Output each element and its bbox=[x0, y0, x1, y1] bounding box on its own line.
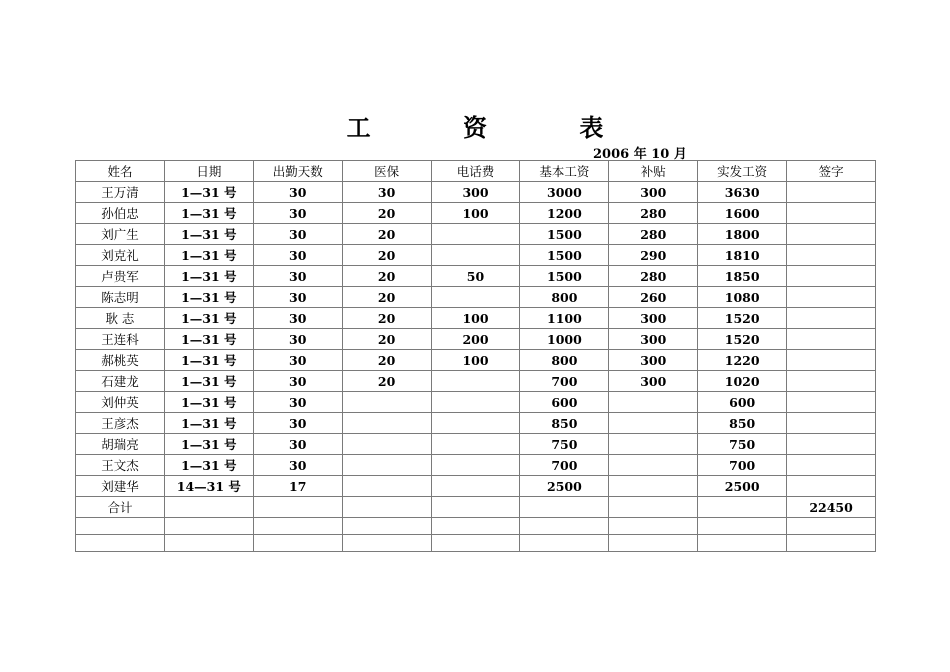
data-cell: 850 bbox=[520, 413, 609, 434]
data-cell: 1—31 号 bbox=[164, 371, 253, 392]
data-cell bbox=[342, 434, 431, 455]
table-row bbox=[76, 371, 876, 392]
data-cell: 1600 bbox=[698, 203, 787, 224]
empty-cell bbox=[253, 518, 342, 535]
data-cell: 20 bbox=[342, 371, 431, 392]
data-cell: 300 bbox=[609, 329, 698, 350]
data-cell: 20 bbox=[342, 329, 431, 350]
page-title: 工 资 表 bbox=[346, 113, 646, 142]
name-cell: 刘建华 bbox=[76, 476, 165, 497]
data-cell: 200 bbox=[431, 329, 520, 350]
empty-cell bbox=[431, 535, 520, 552]
data-cell: 30 bbox=[253, 329, 342, 350]
data-cell: 800 bbox=[520, 287, 609, 308]
name-cell: 石建龙 bbox=[76, 371, 165, 392]
table-row bbox=[76, 224, 876, 245]
data-cell: 1000 bbox=[520, 329, 609, 350]
data-cell: 300 bbox=[609, 308, 698, 329]
data-cell: 30 bbox=[253, 350, 342, 371]
data-cell: 750 bbox=[698, 434, 787, 455]
name-cell: 王文杰 bbox=[76, 455, 165, 476]
data-cell: 100 bbox=[431, 308, 520, 329]
data-cell: 600 bbox=[520, 392, 609, 413]
empty-cell bbox=[431, 497, 520, 518]
data-cell: 3630 bbox=[698, 182, 787, 203]
name-cell: 耿 志 bbox=[76, 308, 165, 329]
data-cell: 1—31 号 bbox=[164, 287, 253, 308]
col-header: 基本工资 bbox=[520, 161, 609, 182]
data-cell: 30 bbox=[253, 287, 342, 308]
data-cell bbox=[787, 413, 876, 434]
empty-cell bbox=[431, 518, 520, 535]
data-cell: 30 bbox=[253, 455, 342, 476]
data-cell: 30 bbox=[253, 434, 342, 455]
data-cell: 300 bbox=[609, 350, 698, 371]
col-header: 姓名 bbox=[76, 161, 165, 182]
name-cell: 王连科 bbox=[76, 329, 165, 350]
data-cell bbox=[431, 224, 520, 245]
empty-cell bbox=[76, 535, 165, 552]
data-cell: 300 bbox=[609, 371, 698, 392]
data-cell bbox=[431, 413, 520, 434]
data-cell: 1100 bbox=[520, 308, 609, 329]
data-cell: 1—31 号 bbox=[164, 182, 253, 203]
data-cell: 280 bbox=[609, 224, 698, 245]
name-cell: 胡瑞亮 bbox=[76, 434, 165, 455]
data-cell bbox=[787, 329, 876, 350]
data-cell: 1—31 号 bbox=[164, 224, 253, 245]
data-cell: 30 bbox=[342, 182, 431, 203]
data-cell: 1810 bbox=[698, 245, 787, 266]
data-cell: 1—31 号 bbox=[164, 434, 253, 455]
data-cell bbox=[787, 308, 876, 329]
empty-cell bbox=[609, 497, 698, 518]
name-cell: 王万清 bbox=[76, 182, 165, 203]
data-cell bbox=[787, 371, 876, 392]
empty-row bbox=[76, 518, 876, 535]
data-cell: 1—31 号 bbox=[164, 413, 253, 434]
name-cell: 陈志明 bbox=[76, 287, 165, 308]
data-cell: 30 bbox=[253, 224, 342, 245]
empty-cell bbox=[342, 535, 431, 552]
data-cell bbox=[431, 245, 520, 266]
data-cell: 290 bbox=[609, 245, 698, 266]
data-cell bbox=[342, 476, 431, 497]
name-cell: 孙伯忠 bbox=[76, 203, 165, 224]
data-cell bbox=[609, 434, 698, 455]
data-cell bbox=[431, 434, 520, 455]
data-cell bbox=[787, 392, 876, 413]
data-cell bbox=[787, 203, 876, 224]
empty-cell bbox=[342, 518, 431, 535]
name-cell: 刘广生 bbox=[76, 224, 165, 245]
data-cell: 30 bbox=[253, 203, 342, 224]
data-cell: 14—31 号 bbox=[164, 476, 253, 497]
table-row bbox=[76, 413, 876, 434]
data-cell: 100 bbox=[431, 350, 520, 371]
table-row bbox=[76, 308, 876, 329]
data-cell: 1—31 号 bbox=[164, 203, 253, 224]
data-cell bbox=[609, 455, 698, 476]
col-header: 电话费 bbox=[431, 161, 520, 182]
empty-cell bbox=[520, 518, 609, 535]
table-row bbox=[76, 455, 876, 476]
col-header: 出勤天数 bbox=[253, 161, 342, 182]
data-cell bbox=[431, 476, 520, 497]
col-header: 补贴 bbox=[609, 161, 698, 182]
data-cell: 1200 bbox=[520, 203, 609, 224]
data-cell: 100 bbox=[431, 203, 520, 224]
col-header: 实发工资 bbox=[698, 161, 787, 182]
name-cell: 王彦杰 bbox=[76, 413, 165, 434]
empty-cell bbox=[520, 497, 609, 518]
table-body bbox=[76, 182, 876, 552]
empty-cell bbox=[698, 518, 787, 535]
data-cell: 20 bbox=[342, 350, 431, 371]
empty-cell bbox=[609, 535, 698, 552]
data-cell: 700 bbox=[698, 455, 787, 476]
data-cell: 20 bbox=[342, 287, 431, 308]
data-cell: 30 bbox=[253, 182, 342, 203]
data-cell: 1—31 号 bbox=[164, 392, 253, 413]
empty-cell bbox=[698, 497, 787, 518]
data-cell bbox=[342, 455, 431, 476]
data-cell bbox=[787, 182, 876, 203]
empty-cell bbox=[164, 535, 253, 552]
data-cell: 20 bbox=[342, 245, 431, 266]
total-row bbox=[76, 497, 876, 518]
data-cell: 1—31 号 bbox=[164, 266, 253, 287]
date-label: 2006 年 10 月 bbox=[593, 147, 687, 162]
data-cell: 30 bbox=[253, 308, 342, 329]
data-cell bbox=[787, 476, 876, 497]
data-cell: 700 bbox=[520, 455, 609, 476]
data-cell bbox=[787, 224, 876, 245]
data-cell: 700 bbox=[520, 371, 609, 392]
data-cell: 20 bbox=[342, 308, 431, 329]
name-cell: 卢贵军 bbox=[76, 266, 165, 287]
data-cell: 30 bbox=[253, 266, 342, 287]
data-cell: 1500 bbox=[520, 245, 609, 266]
data-cell: 300 bbox=[609, 182, 698, 203]
data-cell: 1520 bbox=[698, 329, 787, 350]
empty-cell bbox=[609, 518, 698, 535]
table-row bbox=[76, 476, 876, 497]
empty-cell bbox=[76, 518, 165, 535]
data-cell: 1850 bbox=[698, 266, 787, 287]
data-cell bbox=[609, 476, 698, 497]
name-cell: 郝桃英 bbox=[76, 350, 165, 371]
empty-cell bbox=[164, 518, 253, 535]
data-cell: 280 bbox=[609, 266, 698, 287]
data-cell: 30 bbox=[253, 245, 342, 266]
data-cell: 750 bbox=[520, 434, 609, 455]
name-cell: 刘克礼 bbox=[76, 245, 165, 266]
data-cell: 1—31 号 bbox=[164, 455, 253, 476]
data-cell: 30 bbox=[253, 392, 342, 413]
data-cell: 1520 bbox=[698, 308, 787, 329]
total-value: 22450 bbox=[787, 497, 876, 518]
data-cell: 280 bbox=[609, 203, 698, 224]
table-row bbox=[76, 329, 876, 350]
data-cell bbox=[787, 455, 876, 476]
data-cell: 600 bbox=[698, 392, 787, 413]
data-cell: 1—31 号 bbox=[164, 329, 253, 350]
data-cell: 1500 bbox=[520, 224, 609, 245]
data-cell bbox=[342, 392, 431, 413]
data-cell bbox=[787, 266, 876, 287]
empty-cell bbox=[787, 518, 876, 535]
data-cell: 850 bbox=[698, 413, 787, 434]
data-cell bbox=[787, 245, 876, 266]
table-row bbox=[76, 392, 876, 413]
data-cell: 1—31 号 bbox=[164, 245, 253, 266]
data-cell: 1020 bbox=[698, 371, 787, 392]
table-row bbox=[76, 203, 876, 224]
empty-cell bbox=[520, 535, 609, 552]
data-cell: 17 bbox=[253, 476, 342, 497]
data-cell bbox=[787, 287, 876, 308]
data-cell: 30 bbox=[253, 413, 342, 434]
data-cell bbox=[609, 392, 698, 413]
data-cell bbox=[787, 434, 876, 455]
data-cell: 800 bbox=[520, 350, 609, 371]
data-cell: 20 bbox=[342, 266, 431, 287]
data-cell: 3000 bbox=[520, 182, 609, 203]
table-row bbox=[76, 287, 876, 308]
data-cell: 20 bbox=[342, 224, 431, 245]
data-cell bbox=[431, 371, 520, 392]
data-cell bbox=[787, 350, 876, 371]
table-row bbox=[76, 434, 876, 455]
table-row bbox=[76, 182, 876, 203]
empty-cell bbox=[698, 535, 787, 552]
data-cell: 1080 bbox=[698, 287, 787, 308]
data-cell: 30 bbox=[253, 371, 342, 392]
empty-row bbox=[76, 535, 876, 552]
table-row bbox=[76, 245, 876, 266]
empty-cell bbox=[787, 535, 876, 552]
empty-cell bbox=[164, 497, 253, 518]
table-row bbox=[76, 266, 876, 287]
data-cell: 1800 bbox=[698, 224, 787, 245]
data-cell: 260 bbox=[609, 287, 698, 308]
empty-cell bbox=[253, 497, 342, 518]
header-row bbox=[76, 161, 876, 182]
data-cell: 20 bbox=[342, 203, 431, 224]
empty-cell bbox=[253, 535, 342, 552]
data-cell: 1—31 号 bbox=[164, 350, 253, 371]
data-cell: 50 bbox=[431, 266, 520, 287]
salary-table bbox=[75, 160, 876, 552]
data-cell: 1220 bbox=[698, 350, 787, 371]
data-cell: 1—31 号 bbox=[164, 308, 253, 329]
col-header: 日期 bbox=[164, 161, 253, 182]
empty-cell bbox=[342, 497, 431, 518]
data-cell: 2500 bbox=[698, 476, 787, 497]
data-cell bbox=[431, 392, 520, 413]
data-cell: 300 bbox=[431, 182, 520, 203]
data-cell: 2500 bbox=[520, 476, 609, 497]
col-header: 医保 bbox=[342, 161, 431, 182]
data-cell bbox=[431, 455, 520, 476]
total-label: 合计 bbox=[76, 497, 165, 518]
data-cell bbox=[609, 413, 698, 434]
name-cell: 刘仲英 bbox=[76, 392, 165, 413]
col-header: 签字 bbox=[787, 161, 876, 182]
data-cell bbox=[431, 287, 520, 308]
table-row bbox=[76, 350, 876, 371]
data-cell bbox=[342, 413, 431, 434]
data-cell: 1500 bbox=[520, 266, 609, 287]
